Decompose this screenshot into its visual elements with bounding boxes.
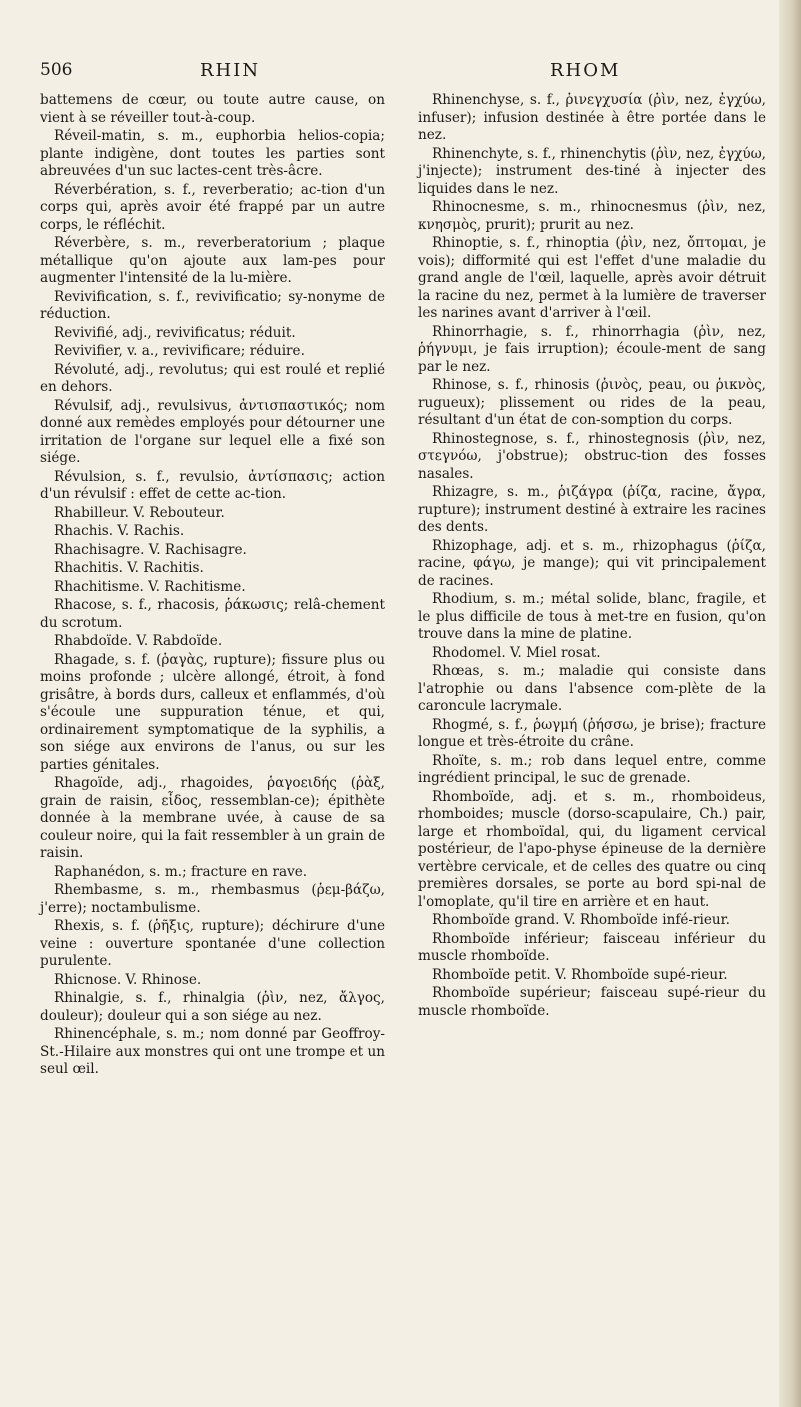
dictionary-entry: Rhinorrhagie, s. f., rhinorrhagia (ῥὶν, nez, ῥήγνυμι, je fais irruption); écoule-ment de sang par le nez. (418, 323, 766, 375)
dictionary-entry: Rhomboïde inférieur; faisceau inférieur du muscle rhomboïde. (418, 930, 766, 964)
dictionary-entry: Rhodium, s. m.; métal solide, blanc, fragile, et le plus difficile de tous à met-tre en fusion, qu'on trouve dans la mine de platine. (418, 591, 766, 642)
dictionary-entry: Révulsif, adj., revulsivus, ἀντισπαστικός; nom donné aux remèdes employés pour détourner une irritation de l'organe sur lequel elle a fixé son siége. (40, 397, 385, 466)
dictionary-entry: Revivification, s. f., revivificatio; sy-nonyme de réduction. (40, 288, 385, 322)
dictionary-entry: Rhachitis. V. Rachitis. (54, 560, 204, 576)
dictionary-entry: Rhinose, s. f., rhinosis (ῥινὸς, peau, ou ῥικνὸς, rugueux); plissement ou rides de la peau, résultant d'un état de con-somption du corps. (418, 377, 766, 428)
dictionary-entry: Rhodomel. V. Miel rosat. (432, 644, 601, 661)
dictionary-entry: Rhomboïde, adj. et s. m., rhomboideus, rhomboides; muscle (dorso-scapulaire, Ch.) pair, large et rhomboïdal, qui, du ligament cervical postérieur, de l'apo-physe épineuse de la dernière vertèbre cervicale, et de celles des quatre ou cinq premières dorsales, se porte au bord spi-nal de l'omoplate, qu'il tire en arrière et en haut. (418, 788, 766, 910)
dictionary-entry: Rhœas, s. m.; maladie qui consiste dans l'atrophie ou dans l'absence com-plète de la caroncule lacrymale. (418, 663, 766, 714)
dictionary-entry: Rhembasme, s. m., rhembasmus (ῥεμ-βάζω, j'erre); noctambulisme. (40, 882, 385, 916)
dictionary-entry: Rhogmé, s. f., ῥωγμή (ῥήσσω, je brise); fracture longue et très-étroite du crâne. (418, 716, 766, 750)
dictionary-entry: Rhacose, s. f., rhacosis, ῥάκωσις; relâ-chement du scrotum. (40, 597, 385, 631)
right-running-title: RHOM (550, 60, 621, 81)
dictionary-entry: Rhagade, s. f. (ῥαγὰς, rupture); fissure plus ou moins profonde ; ulcère allongé, étroit, à fond grisâtre, à bords durs, calleux et enflammés, d'où s'écoule une suppuration ténue, et qui, ordinairement symptomatique de la syphilis, a son siége aux environs de l'anus, ou sur les parties génitales. (40, 651, 385, 773)
dictionary-entry: Réveil-matin, s. m., euphorbia helios-copia; plante indigène, dont toutes les parties sont abreuvées d'un suc lactes-cent très-âcre. (40, 128, 385, 179)
running-header (40, 60, 760, 84)
right-column (418, 92, 766, 1021)
dictionary-entry: Rhinoptie, s. f., rhinoptia (ῥὶν, nez, ὄπτομαι, je vois); difformité qui est l'effet d'une maladie du grand angle de l'œil, laquelle, après avoir détruit la racine du nez, permet à la lumière de traverser les narines avant d'arriver à l'œil. (418, 235, 766, 321)
dictionary-entry: Rhizagre, s. m., ῥιζάγρα (ῥίζα, racine, ἄγρα, rupture); instrument destiné à extraire les racines des dents. (418, 484, 766, 535)
dictionary-entry: Rhinalgie, s. f., rhinalgia (ῥὶν, nez, ἄλγος, douleur); douleur qui a son siége au nez. (40, 990, 385, 1024)
dictionary-entry: battemens de cœur, ou toute autre cause, on vient à se réveiller tout-à-coup. (40, 92, 385, 126)
dictionary-entry: Rhoïte, s. m.; rob dans lequel entre, comme ingrédient principal, le suc de grenade. (418, 752, 766, 786)
page-number: 506 (40, 60, 73, 80)
left-column (40, 92, 385, 1080)
dictionary-entry: Raphanédon, s. m.; fracture en rave. (54, 863, 308, 880)
dictionary-entry: Rhinenchyte, s. f., rhinenchytis (ῥὶν, nez, ἐγχύω, j'injecte); instrument des-tiné à injecter des liquides dans le nez. (418, 145, 766, 197)
dictionary-entry: Rhicnose. V. Rhinose. (54, 971, 202, 988)
dictionary-entry: Rhabilleur. V. Rebouteur. (54, 504, 225, 521)
dictionary-entry: Rhinostegnose, s. f., rhinostegnosis (ῥὶν, nez, στεγνόω, j'obstrue); obstruc-tion des fosses nasales. (418, 430, 766, 482)
dictionary-entry: Rhinencéphale, s. m.; nom donné par Geoffroy-St.-Hilaire aux monstres qui ont une trompe et un seul œil. (40, 1026, 385, 1077)
dictionary-entry: Rhomboïde supérieur; faisceau supé-rieur du muscle rhomboïde. (418, 985, 766, 1019)
dictionary-entry: Rhachis. V. Rachis. (54, 523, 185, 539)
page-edge (779, 0, 801, 1407)
dictionary-entry: Révoluté, adj., revolutus; qui est roulé et replié en dehors. (40, 361, 385, 395)
dictionary-entry: Rhomboïde grand. V. Rhomboïde infé-rieur. (432, 912, 730, 928)
dictionary-entry: Réverbération, s. f., reverberatio; ac-tion d'un corps qui, après avoir été frappé par un autre corps, le réfléchit. (40, 181, 385, 233)
dictionary-entry: Rhinenchyse, s. f., ῥινεγχυσία (ῥὶν, nez, ἐγχύω, infuser); infusion destinée à être portée dans le nez. (418, 92, 766, 143)
dictionary-entry: Revivifié, adj., revivificatus; réduit. (54, 324, 296, 341)
dictionary-entry: Rhomboïde petit. V. Rhomboïde supé-rieur. (432, 966, 728, 983)
left-running-title: RHIN (200, 60, 261, 81)
dictionary-entry: Rhachitisme. V. Rachitisme. (54, 578, 246, 595)
dictionary-entry: Rhagoïde, adj., rhagoides, ῥαγοειδής (ῥὰξ, grain de raisin, εἶδος, ressemblan-ce); épithète donnée à la membrane uvée, à cause de sa couleur noire, qui la fait ressembler à un grain de raisin. (40, 775, 385, 861)
dictionary-entry: Rhizophage, adj. et s. m., rhizophagus (ῥίζα, racine, φάγω, je mange); qui vit principalement de racines. (418, 537, 766, 589)
dictionary-entry: Rhinocnesme, s. m., rhinocnesmus (ῥὶν, nez, κνησμὸς, prurit); prurit au nez. (418, 199, 766, 233)
dictionary-entry: Révulsion, s. f., revulsio, ἀντίσπασις; action d'un révulsif : effet de cette ac-tion. (40, 468, 385, 502)
dictionary-entry: Revivifier, v. a., revivificare; réduire. (54, 343, 305, 359)
dictionary-entry: Rhachisagre. V. Rachisagre. (54, 541, 247, 558)
dictionary-entry: Rhabdoïde. V. Rabdoïde. (54, 633, 223, 649)
dictionary-entry: Rhexis, s. f. (ῥῆξις, rupture); déchirure d'une veine : ouverture spontanée d'une collection purulente. (40, 918, 385, 969)
dictionary-entry: Réverbère, s. m., reverberatorium ; plaque métallique qu'on ajoute aux lam-pes pour augmenter l'intensité de la lu-mière. (40, 235, 385, 286)
